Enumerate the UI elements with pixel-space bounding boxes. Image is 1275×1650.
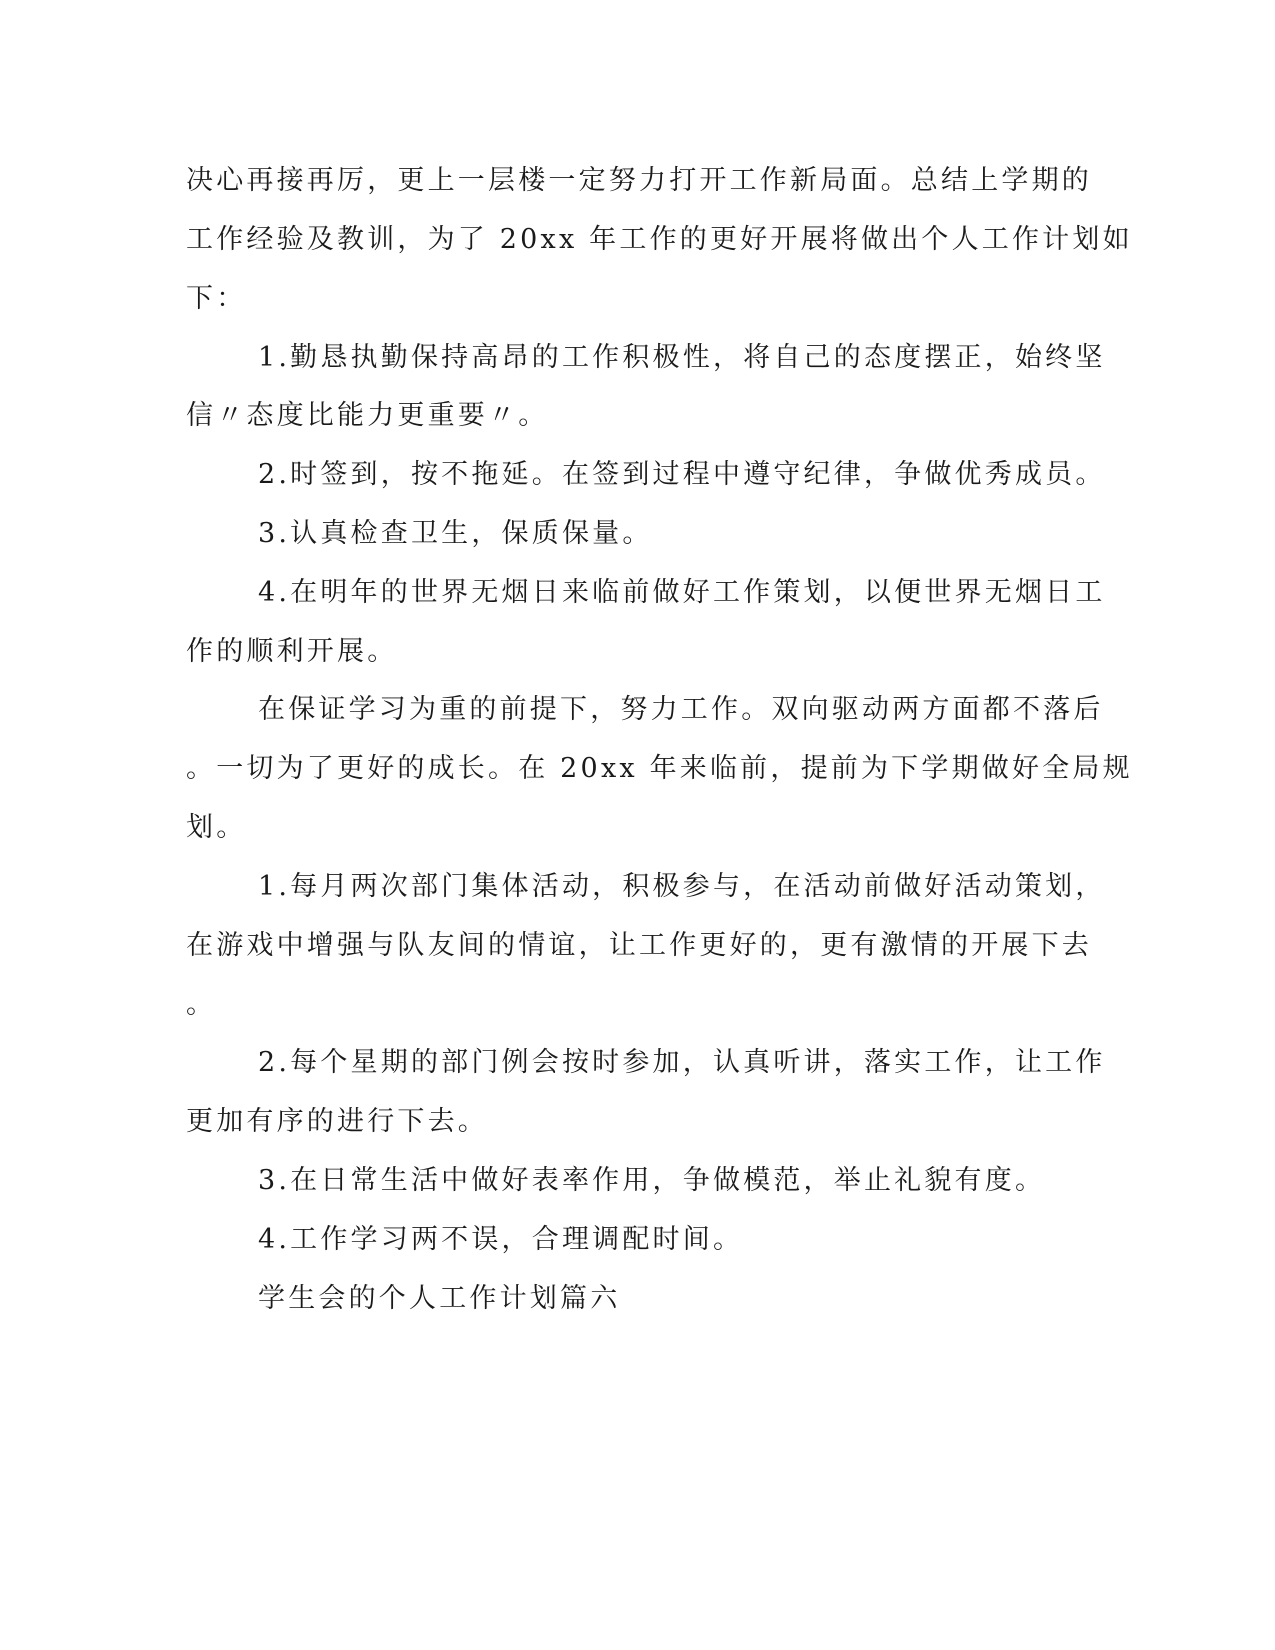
text-line: 在保证学习为重的前提下，努力工作。双向驱动两方面都不落后 [258,694,1104,725]
text-line: 4.工作学习两不误，合理调配时间。 [258,1224,744,1255]
text-line: 2.时签到，按不拖延。在签到过程中遵守纪律，争做优秀成员。 [258,459,1106,490]
text-line: 。一切为了更好的成长。在 20xx 年来临前，提前为下学期做好全局规 [186,753,1133,784]
text-line: 3.认真检查卫生，保质保量。 [258,518,653,549]
text-line: 更加有序的进行下去。 [186,1106,488,1137]
text-line: 3.在日常生活中做好表率作用，争做模范，举止礼貌有度。 [258,1165,1046,1196]
text-line: 4.在明年的世界无烟日来临前做好工作策划，以便世界无烟日工 [258,577,1106,608]
text-line: 决心再接再厉，更上一层楼一定努力打开工作新局面。总结上学期的 [186,165,1092,196]
text-line: 信〃态度比能力更重要〃。 [186,400,549,431]
text-line: 1.每月两次部门集体活动，积极参与，在活动前做好活动策划， [258,871,1106,902]
text-line: 。 [186,989,217,1020]
text-line: 在游戏中增强与队友间的情谊，让工作更好的，更有激情的开展下去 [186,930,1092,961]
text-line: 2.每个星期的部门例会按时参加，认真听讲，落实工作，让工作 [258,1047,1106,1078]
text-line: 作的顺利开展。 [186,636,398,667]
section-heading: 学生会的个人工作计划篇六 [258,1283,621,1314]
text-line: 1.勤恳执勤保持高昂的工作积极性，将自己的态度摆正，始终坚 [258,342,1106,373]
text-line: 下： [186,283,247,314]
text-line: 划。 [186,812,247,843]
text-line: 工作经验及教训，为了 20xx 年工作的更好开展将做出个人工作计划如 [186,224,1133,255]
